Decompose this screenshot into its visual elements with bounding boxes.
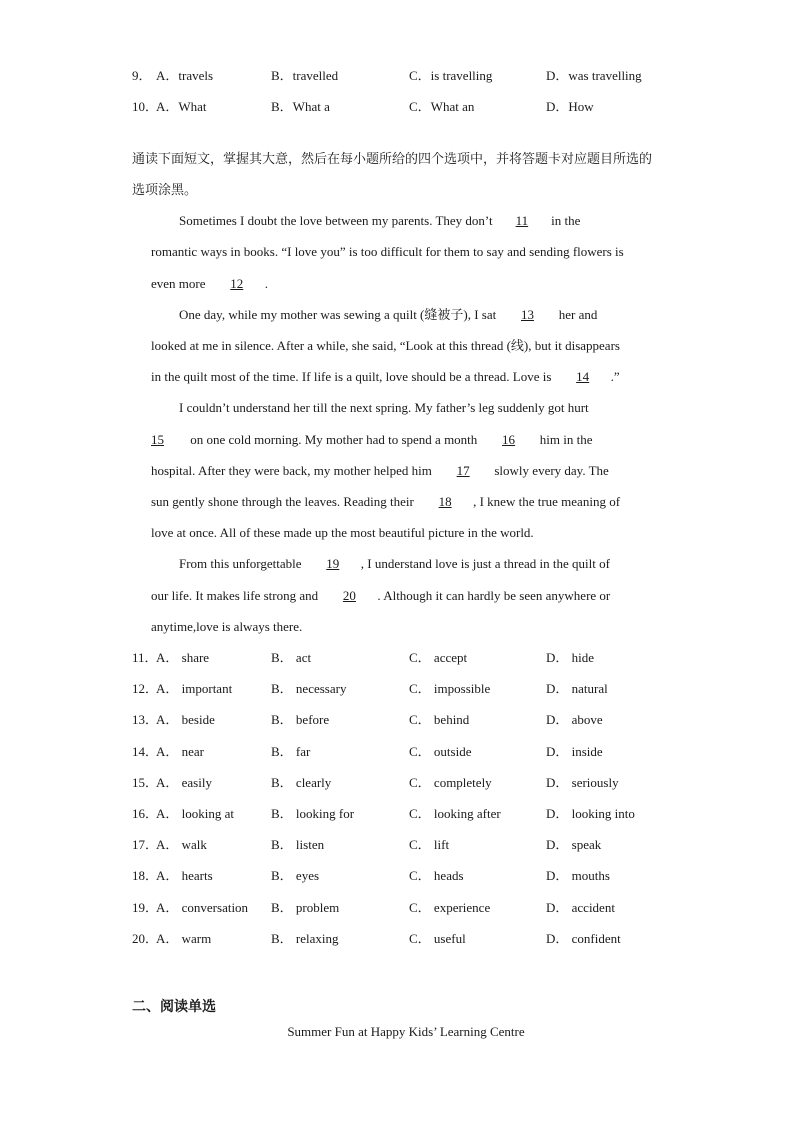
passage-line: love at once. All of these made up the most beautiful picture in the world. [151,525,534,540]
option-a: A． walk [156,837,207,852]
blank-13: 13 [520,307,534,322]
option-c: C．is travelling [409,68,493,83]
question-number: 16． [132,806,159,821]
option-d: D． accident [546,900,615,915]
option-b: B． problem [271,900,340,915]
blank-11: 11 [515,213,529,228]
option-c: C． experience [409,900,491,915]
passage-line: 15 on one cold morning. My mother had to spend a month 16 him in the [151,430,661,450]
question-number: 11． [132,650,158,665]
option-a: A．travels [156,68,214,83]
passage-line: I couldn’t understand her till the next spring. My father’s leg suddenly got hurt [179,400,589,415]
option-d: D． hide [546,650,595,665]
passage-line: looked at me in silence. After a while, she said, “Look at this thread (线), but it disappears [151,338,620,353]
passage-line: our life. It makes life strong and 20 . Although it can hardly be seen anywhere or [151,586,661,606]
option-c: C． lift [409,837,450,852]
blank-20: 20 [342,588,356,603]
question-number: 9． [132,68,152,83]
option-c: C．What an [409,99,475,114]
option-d: D． seriously [546,775,619,790]
passage-line: even more 12 . [151,274,661,294]
option-d: D．How [546,99,594,114]
option-a: A． beside [156,712,215,727]
option-c: C． behind [409,712,470,727]
option-d: D． above [546,712,603,727]
option-d: D． looking into [546,806,635,821]
blank-12: 12 [230,276,244,291]
cloze-instruction: 通读下面短文，掌握其大意，然后在每小题所给的四个选项中，并将答题卡对应题目所选的选项涂黑。 [132,151,653,197]
passage-line: sun gently shone through the leaves. Reading their 18 , I knew the true meaning of [151,492,661,512]
question-number: 19． [132,900,159,915]
option-b: B． looking for [271,806,355,821]
option-a: A． warm [156,931,212,946]
passage-line: romantic ways in books. “I love you” is too difficult for them to say and sending flowers is [151,244,624,259]
passage-line: Sometimes I doubt the love between my parents. They don’t 11 in the [179,211,661,231]
question-number: 18． [132,868,159,883]
option-c: C． useful [409,931,466,946]
option-d: D． mouths [546,868,610,883]
question-number: 12． [132,681,159,696]
option-b: B．What a [271,99,330,114]
blank-15: 15 [151,432,164,447]
option-b: B．travelled [271,68,339,83]
option-b: B． before [271,712,330,727]
passage-line: hospital. After they were back, my mother helped him 17 slowly every day. The [151,461,661,481]
option-a: A． easily [156,775,212,790]
section-heading: 二、阅读单选 [132,1000,216,1015]
blank-18: 18 [438,494,452,509]
question-number: 20． [132,931,159,946]
reading-title: Summer Fun at Happy Kids’ Learning Centre [287,1024,525,1039]
option-b: B． relaxing [271,931,339,946]
question-number: 17． [132,837,159,852]
question-number: 13． [132,712,159,727]
option-c: C． looking after [409,806,501,821]
blank-14: 14 [576,369,590,384]
option-d: D． inside [546,744,603,759]
passage-line: anytime,love is always there. [151,619,303,634]
option-b: B． clearly [271,775,332,790]
option-c: C． impossible [409,681,491,696]
option-a: A．What [156,99,207,114]
option-b: B． eyes [271,868,320,883]
question-number: 14． [132,744,159,759]
option-b: B． listen [271,837,325,852]
option-a: A． looking at [156,806,234,821]
question-number: 15． [132,775,159,790]
passage-line: One day, while my mother was sewing a quilt (缝被子), I sat 13 her and [179,305,661,325]
option-a: A． hearts [156,868,213,883]
option-d: D． confident [546,931,621,946]
option-b: B． act [271,650,312,665]
option-c: C． outside [409,744,472,759]
passage-line: in the quilt most of the time. If life is a quilt, love should be a thread. Love is 14 .” [151,367,661,387]
option-c: C． heads [409,868,464,883]
option-d: D． speak [546,837,602,852]
option-a: A． share [156,650,210,665]
option-d: D． natural [546,681,608,696]
option-a: A． conversation [156,900,249,915]
option-a: A． important [156,681,233,696]
question-number: 10． [132,99,159,114]
option-c: C． accept [409,650,468,665]
passage-line: From this unforgettable 19 , I understand love is just a thread in the quilt of [179,554,661,574]
option-c: C． completely [409,775,492,790]
blank-19: 19 [326,556,340,571]
blank-16: 16 [502,432,516,447]
blank-17: 17 [456,463,470,478]
option-b: B． necessary [271,681,347,696]
option-d: D．was travelling [546,68,642,83]
option-a: A． near [156,744,205,759]
option-b: B． far [271,744,311,759]
